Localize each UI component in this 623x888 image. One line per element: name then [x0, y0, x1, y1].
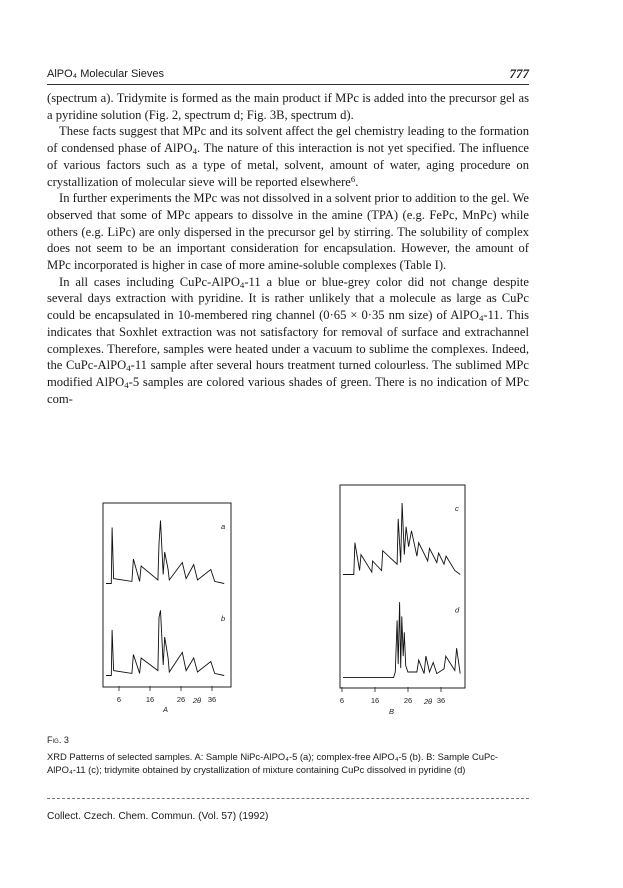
series-label-d: d: [455, 605, 460, 615]
subscript: 4: [124, 380, 129, 391]
diffraction-trace-a: [106, 521, 224, 584]
paragraph-4-text-a: In all cases including CuPc-AlPO: [59, 274, 240, 289]
x-tick-label: 16: [370, 696, 380, 705]
series-label-c: c: [455, 504, 459, 513]
panel-letter: A: [162, 705, 169, 714]
figure-caption-text: XRD Patterns of selected samples. A: Sample NiPc-AlPO₄-5 (a); complex-free AlPO₄-5 (b). B: Sample CuPc-AlPO₄-11 (c); tridymite obtained by crystallization of mixture containing CuPc dissolved in pyridine (d): [47, 751, 499, 775]
paragraph-4-text-c: -11. This indicates that Soxhlet extraction was not satisfactory for removal of surface and extrachannel complexes. Therefore, samples were heated under a vacuum to sublime the complexes. Indeed, the CuPc-AlPO: [47, 308, 530, 373]
paragraph-4-text-b: -11 a blue or blue-grey color did not change despite several days extraction with pyridine. It is rather unlikely that a molecule as large as CuPc could be encapsulated in 10-membered ring channel (0·65 × 0·35 nm size) of AlPO: [47, 274, 529, 323]
diffraction-trace-d: [343, 602, 460, 678]
reference-superscript: 6: [350, 173, 356, 184]
subscript: 4: [478, 313, 484, 324]
running-title: AlPO₄ Molecular Sieves: [47, 68, 164, 80]
x-axis-label: 2θ: [192, 696, 202, 705]
subscript: 4: [192, 146, 198, 157]
x-tick-label: 36: [207, 695, 217, 704]
footer-citation: Collect. Czech. Chem. Commun. (Vol. 57) (1992): [47, 811, 269, 822]
chart-frame: [103, 503, 231, 687]
paragraph-1: (spectrum a). Tridymite is formed as the main product if MPc is added into the precursor gel as a pyridine solution (Fig. 2, spectrum d; Fig. 3B, spectrum d).: [47, 91, 529, 122]
figure-caption: [47, 734, 529, 776]
panel-letter: B: [388, 707, 395, 716]
x-axis-label: 2θ: [423, 697, 433, 706]
figure-number: Fig. 3: [47, 735, 69, 745]
diffraction-trace-b: [106, 610, 224, 675]
paragraph-2-text-b: . The nature of this interaction is not yet specified. The influence of various factors such as a type of metal, solvent, amount of water, aging procedure on crystallization of molecular sieve will be reported elsewhere: [47, 141, 529, 189]
x-tick-label: 26: [403, 696, 413, 705]
xrd-panel-a: [103, 503, 231, 714]
page-number: 777: [509, 66, 529, 81]
paragraph-4-text-d: -11 sample after several hours treatment turned colourless. The sublimed MPc modified AlPO: [47, 358, 529, 389]
x-tick-label: 6: [339, 696, 345, 705]
x-tick-label: 36: [436, 696, 446, 705]
xrd-panel-b: [340, 485, 465, 716]
series-label-b: b: [221, 614, 226, 623]
footer-rule: [47, 798, 529, 799]
subscript: 4: [239, 279, 245, 290]
x-tick-label: 26: [176, 695, 186, 704]
x-tick-label: 16: [145, 695, 155, 704]
x-tick-label: 6: [116, 695, 122, 704]
paragraph-3: In further experiments the MPc was not dissolved in a solvent prior to addition to the gel. We observed that some of MPc appears to dissolve in the amine (TPA) (e.g. FePc, MnPc) while others (e.g. LiPc) are only dispersed in the precursor gel by stirring. The solubility of complex does not seem to be an important consideration for encapsulation. However, the amount of MPc incorporated is higher in case of more amine-soluble complexes (Table I).: [47, 191, 529, 273]
diffraction-trace-c: [343, 503, 460, 575]
paragraph-2-text-c: .: [355, 174, 359, 189]
paragraph-4-text-e: -5 samples are colored various shades of green. There is no indication of MPc com-: [47, 374, 529, 406]
series-label-a: a: [221, 522, 226, 531]
paragraph-2-text-a: These facts suggest that MPc and its solvent affect the gel chemistry leading to the formation of condensed phase of AlPO: [47, 124, 529, 156]
subscript: 4: [126, 363, 131, 374]
